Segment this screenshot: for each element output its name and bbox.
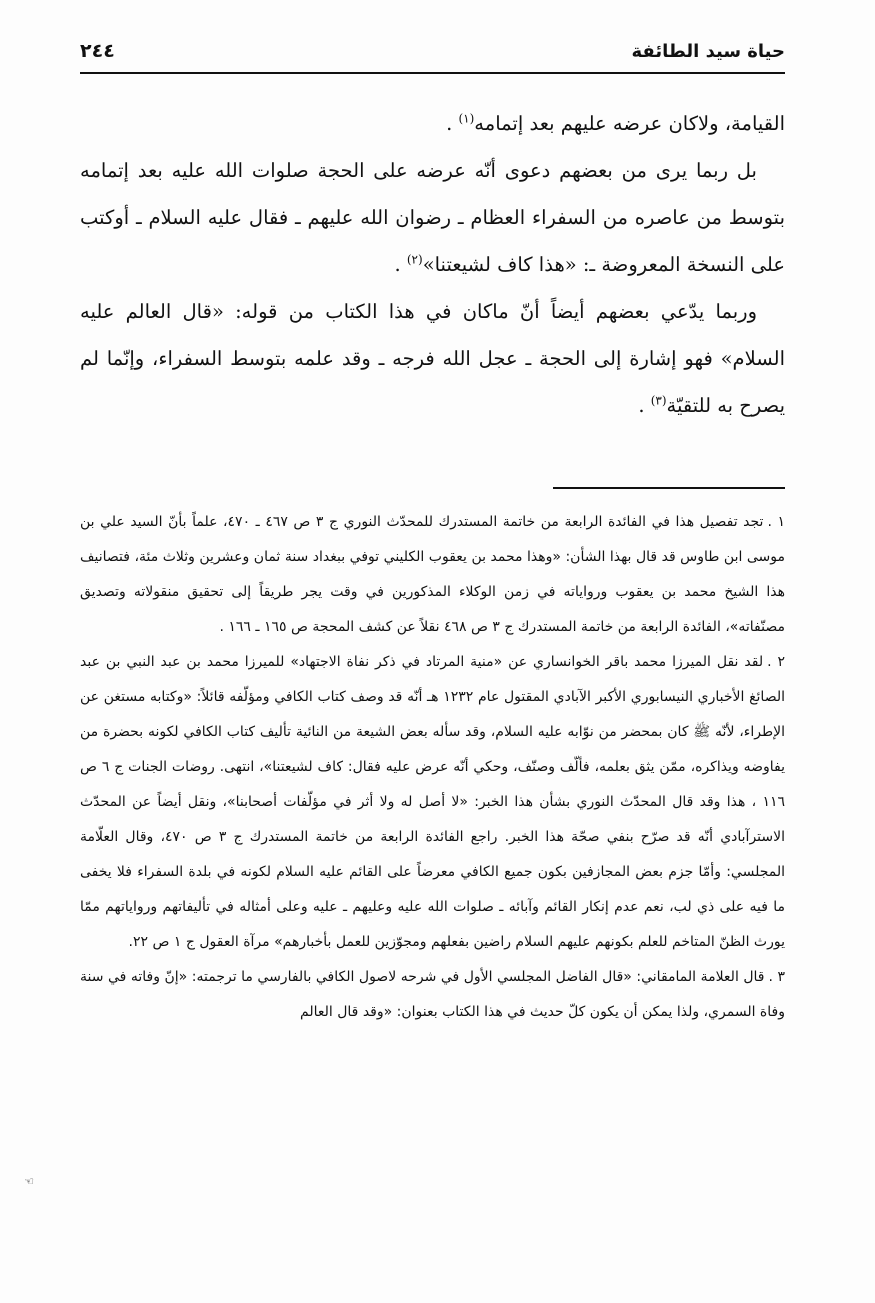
page-number: ٢٤٤ — [80, 40, 115, 62]
footnote — [80, 505, 785, 645]
paragraph-text: القيامة، ولاكان عرضه عليهم بعد إتمامه — [474, 112, 785, 135]
paragraph-tail: . — [446, 112, 459, 135]
paragraph — [80, 288, 785, 429]
paragraph-tail: . — [394, 253, 407, 276]
continue-pointer-icon: ☜ — [24, 1175, 34, 1188]
footnote-ref[interactable]: (٣) — [650, 393, 667, 408]
page-header — [80, 36, 785, 66]
paragraph-tail: . — [638, 394, 651, 417]
paragraph — [80, 100, 785, 147]
footnote-ref[interactable]: (١) — [458, 111, 475, 126]
header-divider — [80, 72, 785, 74]
footnote — [80, 960, 785, 1030]
footnote-number: ٣ . — [768, 969, 786, 985]
footnote-ref[interactable]: (٢) — [406, 252, 423, 267]
footnote-text: لقد نقل الميرزا محمد باقر الخوانساري عن «منية المرتاد في ذكر نفاة الاجتهاد» للميرزا محمد بن عبد النبي بن عبد الصائغ الأخباري النيسابوري الأكبر الآبادي المقتول عام ١٢٣٢ هـ أنّه قد وصف كتاب الكافي ومؤلّفه قائلاً: «وكتابه مستغن عن الإطراء، لأنّه ﷺ كان بمحضر من نوّابه عليه السلام، وقد سأله بعض الشيعة من النائية تأليف كتاب الكافي لكونه بحضرة من يفاوضه ويذاكره، ممّن يثق بعلمه، فألّف وصنّف، وحكي أنّه عرض عليه فقال: كاف لشيعتنا»، انتهى. روضات الجنات ج ٦ ص ١١٦ ، هذا وقد قال المحدّث النوري بشأن هذا الخبر: «لا أصل له ولا أثر في مؤلّفات أصحابنا»، ونقل أيضاً عن المحدّث الاسترآبادي أنّه قد صرّح بنفي صحّة هذا الخبر. راجع الفائدة الرابعة من خاتمة المستدرك ج ٣ ص ٤٧٠، وقال العلّامة المجلسي: وأمّا جزم بعض المجازفين بكون جميع الكافي معرضاً على القائم عليه السلام لكونه في بلدة السفراء فلا يخفى ما فيه على ذي لب، نعم عدم إنكار القائم وآبائه ـ صلوات الله عليه وعليهم ـ عليه وعلى أمثاله في تأليفاتهم ورواياتهم ممّا يورث الظنّ المتاخم للعلم بكونهم عليهم السلام راضين بفعلهم ومجوّزين للعمل بأخبارهم» مرآة العقول ج ١ ص ٢٢. — [80, 654, 785, 950]
paragraph — [80, 147, 785, 288]
footnote — [80, 645, 785, 960]
running-title: حياة سيد الطائفة — [631, 40, 785, 62]
footnote-number: ١ . — [767, 514, 786, 530]
paragraph-text: وربما يدّعي بعضهم أيضاً أنّ ماكان في هذا الكتاب من قوله: «قال العالم عليه السلام» فهو إشارة إلى الحجة ـ عجل الله فرجه ـ وقد علمه بتوسط السفراء، وإنّما لم يصرح به للتقيّة — [80, 300, 785, 417]
footnote-text: تجد تفصيل هذا في الفائدة الرابعة من خاتمة المستدرك للمحدّث النوري ج ٣ ص ٤٦٧ ـ ٤٧٠، علماً بأنّ السيد علي بن موسى ابن طاوس قد قال بهذا الشأن: «وهذا محمد بن يعقوب الكليني توفي ببغداد سنة ثمان وعشرين وثلاث مئة، فتصانيف هذا الشيخ محمد بن يعقوب ورواياته في زمن الوكلاء المذكورين في وقت يجر طريقاً إلى تحقيق منقولاته وتصديق مصنّفاته»، الفائدة الرابعة من خاتمة المستدرك ج ٣ ص ٤٦٨ نقلاً عن كشف المحجة ص ١٦٥ ـ ١٦٦ . — [80, 514, 785, 635]
paragraph-text: بل ربما يرى من بعضهم دعوى أنّه عرضه على الحجة صلوات الله عليه بعد إتمامه بتوسط من عاصره من السفراء العظام ـ رضوان الله عليهم ـ فقال عليه السلام ـ أوكتب على النسخة المعروضة ـ: «هذا كاف لشيعتنا» — [80, 159, 785, 276]
footnotes — [80, 505, 785, 1030]
footnote-number: ٢ . — [767, 654, 786, 670]
footnote-text: قال العلامة المامقاني: «قال الفاضل المجلسي الأول في شرحه لاصول الكافي بالفارسي ما ترجمته: «إنّ وفاته في سنة وفاة السمري، ولذا يمكن أن يكون كلّ حديث في هذا الكتاب بعنوان: «وقد قال العالم — [80, 969, 785, 1020]
main-text — [80, 100, 785, 429]
footnote-divider — [553, 487, 785, 489]
